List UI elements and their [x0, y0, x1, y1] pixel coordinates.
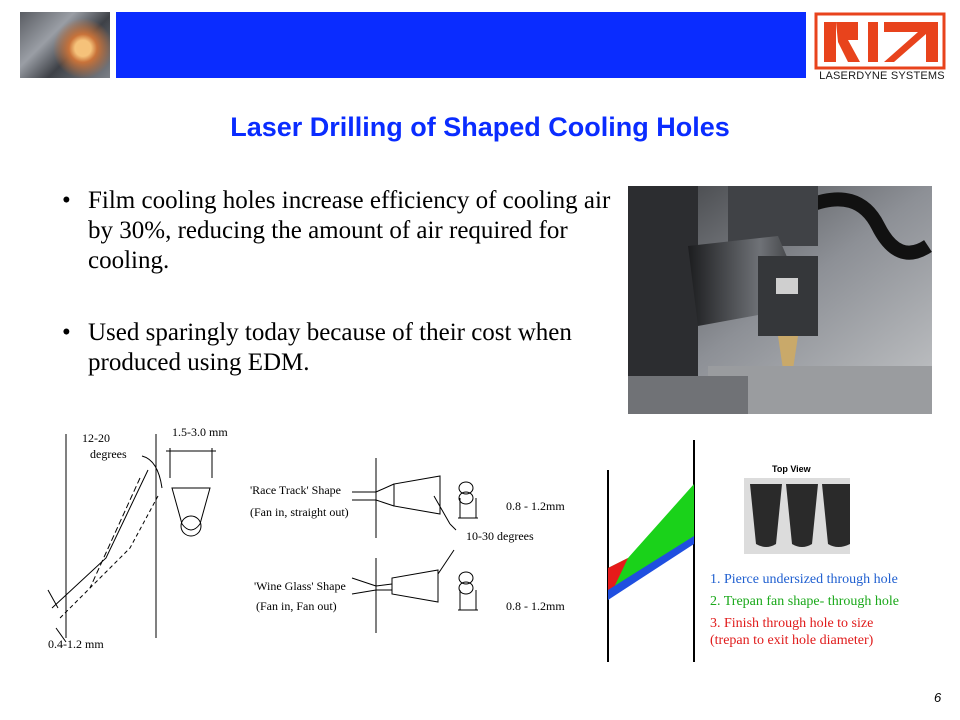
- bullet-marker: •: [62, 319, 71, 346]
- top-view-image: [744, 478, 850, 554]
- bullet-marker: •: [62, 187, 71, 214]
- wine-glass-dim: 0.8 - 1.2mm: [506, 599, 565, 613]
- bullet-text: Used sparingly today because of their cost when produced using EDM.: [88, 319, 572, 376]
- process-step: 2. Trepan fan shape- through hole: [710, 594, 899, 609]
- top-view-label: Top View: [772, 464, 811, 474]
- process-step-note: (trepan to exit hole diameter): [710, 633, 874, 648]
- bullet-text: Film cooling holes increase efficiency of cooling air by 30%, reducing the amount of air required for cooling.: [88, 187, 611, 274]
- page-number: 6: [934, 690, 942, 705]
- width-label: 1.5-3.0 mm: [172, 425, 228, 439]
- angle-unit-label: degrees: [90, 447, 127, 461]
- fan-angle-label: 10-30 degrees: [466, 529, 534, 543]
- race-track-name: 'Race Track' Shape: [250, 483, 341, 497]
- process-step: 3. Finish through hole to size: [710, 616, 874, 631]
- process-step: 1. Pierce undersized through hole: [710, 572, 898, 587]
- bullet-item: [62, 318, 622, 378]
- slide-title: Laser Drilling of Shaped Cooling Holes: [230, 112, 730, 142]
- header-bar: [116, 12, 806, 78]
- header-photo: [20, 12, 110, 78]
- bullet-item: [62, 186, 622, 276]
- wine-glass-name: 'Wine Glass' Shape: [254, 579, 346, 593]
- wine-glass-desc: (Fan in, Fan out): [256, 599, 337, 613]
- diameter-label: 0.4-1.2 mm: [48, 637, 104, 651]
- race-track-desc: (Fan in, straight out): [250, 505, 349, 519]
- angle-label: 12-20: [82, 431, 110, 445]
- race-track-dim: 0.8 - 1.2mm: [506, 499, 565, 513]
- laser-machine-photo: [628, 186, 932, 414]
- hole-shape-diagram: [30, 418, 570, 658]
- logo-wordmark: LASERDYNE SYSTEMS: [819, 70, 945, 82]
